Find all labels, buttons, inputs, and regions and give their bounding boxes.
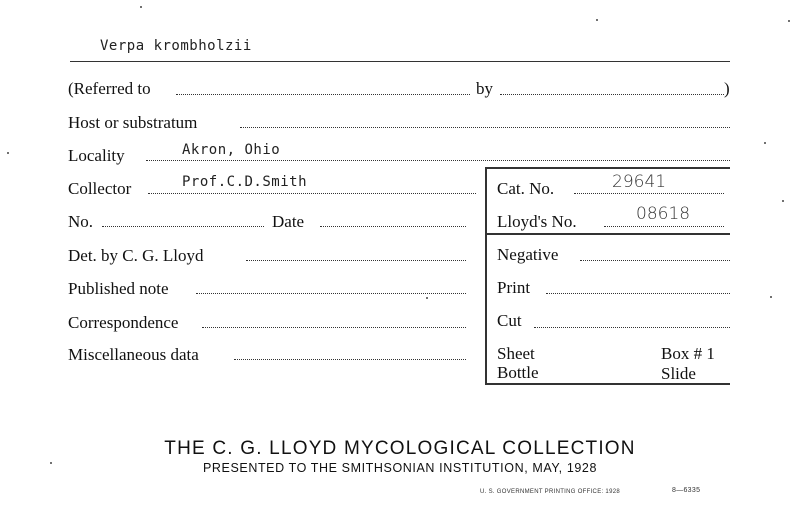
scan-speck bbox=[140, 6, 142, 8]
close-paren: ) bbox=[724, 79, 730, 98]
collector-field bbox=[148, 193, 476, 194]
lloyds-no-label: Lloyd's No. bbox=[497, 212, 577, 231]
host-field bbox=[240, 127, 730, 128]
slide-label: Slide bbox=[661, 364, 696, 383]
collection-subtitle: PRESENTED TO THE SMITHSONIAN INSTITUTION, MAY, 1928 bbox=[202, 461, 598, 475]
scan-speck bbox=[50, 462, 52, 464]
form-number: 8—6335 bbox=[672, 487, 701, 494]
cat-no-value: 29641 bbox=[612, 172, 667, 192]
locality-value: Akron, Ohio bbox=[182, 142, 281, 158]
cat-no-field bbox=[574, 193, 724, 194]
locality-label: Locality bbox=[68, 146, 125, 165]
referred-to-field bbox=[176, 94, 470, 95]
print-field bbox=[546, 293, 730, 294]
species-name: Verpa krombholzii bbox=[100, 38, 252, 54]
scan-speck bbox=[782, 200, 784, 202]
no-field bbox=[102, 226, 264, 227]
scan-speck bbox=[596, 19, 598, 21]
collector-label: Collector bbox=[68, 179, 132, 198]
misc-data-label: Miscellaneous data bbox=[68, 345, 199, 364]
cut-label: Cut bbox=[497, 311, 522, 330]
misc-data-field bbox=[234, 359, 466, 360]
species-rule bbox=[70, 61, 730, 62]
published-note-field bbox=[196, 293, 466, 294]
negative-field bbox=[580, 260, 730, 261]
cat-no-label: Cat. No. bbox=[497, 179, 555, 198]
correspondence-field bbox=[202, 327, 466, 328]
right-box-border bbox=[485, 167, 487, 383]
printing-office-note: U. S. GOVERNMENT PRINTING OFFICE: 1928 bbox=[480, 489, 620, 495]
scan-speck bbox=[770, 296, 772, 298]
scan-speck bbox=[764, 142, 766, 144]
box-label: Box # 1 bbox=[661, 344, 715, 363]
sheet-label: Sheet bbox=[497, 344, 535, 363]
right-box-top bbox=[485, 167, 730, 169]
published-note-label: Published note bbox=[68, 279, 169, 298]
det-by-label: Det. by C. G. Lloyd bbox=[68, 246, 204, 265]
lloyds-no-field bbox=[604, 226, 724, 227]
date-label: Date bbox=[272, 212, 305, 231]
negative-label: Negative bbox=[497, 245, 559, 264]
print-label: Print bbox=[497, 278, 531, 297]
det-by-field bbox=[246, 260, 466, 261]
scan-speck bbox=[7, 152, 9, 154]
referred-by-field bbox=[500, 94, 724, 95]
referred-to-label: (Referred to bbox=[68, 79, 151, 98]
right-box-divider bbox=[485, 233, 730, 235]
scan-speck bbox=[788, 20, 790, 22]
date-field bbox=[320, 226, 466, 227]
locality-field bbox=[146, 160, 730, 161]
collector-value: Prof.C.D.Smith bbox=[182, 174, 308, 190]
correspondence-label: Correspondence bbox=[68, 313, 179, 332]
by-label: by bbox=[476, 79, 493, 98]
collection-title: THE C. G. LLOYD MYCOLOGICAL COLLECTION bbox=[164, 438, 636, 459]
no-label: No. bbox=[68, 212, 94, 231]
host-label: Host or substratum bbox=[68, 113, 198, 132]
cut-field bbox=[534, 327, 730, 328]
lloyds-no-value: 08618 bbox=[636, 204, 691, 224]
bottle-label: Bottle bbox=[497, 363, 539, 382]
scan-speck bbox=[426, 297, 428, 299]
